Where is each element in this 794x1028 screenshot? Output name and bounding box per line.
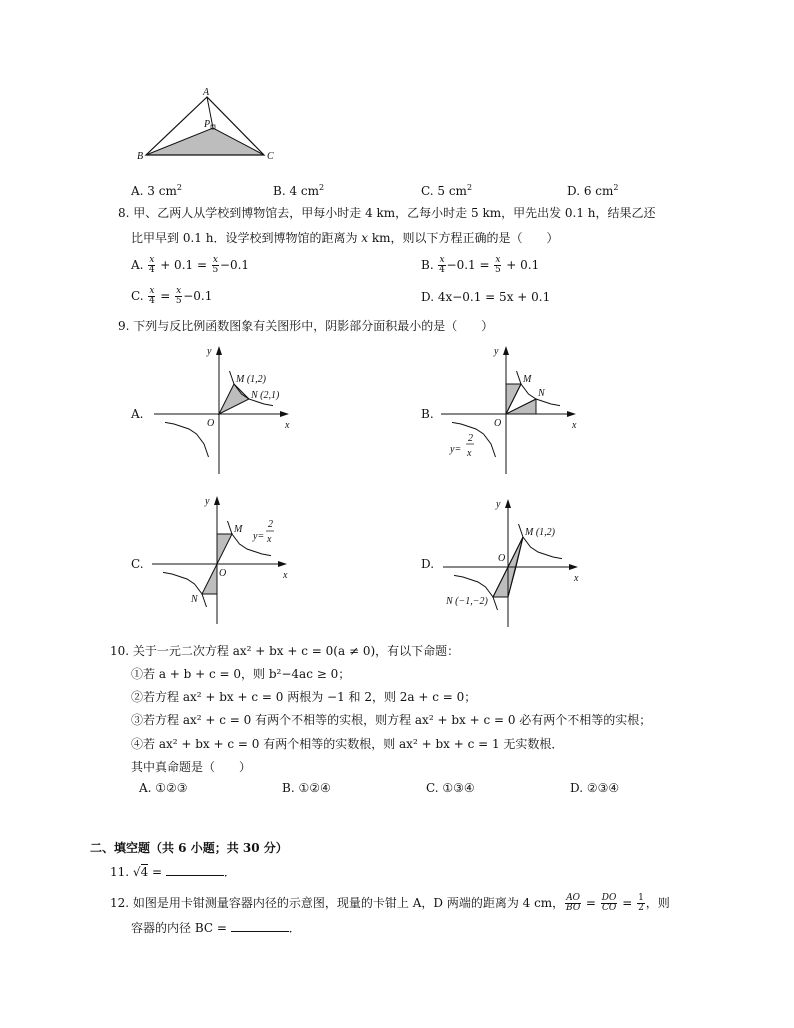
q8-option-a[interactable]: A. $\frac{x}{4}$ + 0.1 = $\frac{x}{5}$ −0.1 bbox=[131, 255, 250, 275]
q7-option-b[interactable]: B. 4 $cm^2$ bbox=[273, 183, 325, 198]
shaded-triangle-pbc bbox=[146, 128, 264, 155]
label-p: P bbox=[204, 119, 211, 130]
svg-text:O: O bbox=[494, 418, 502, 429]
graph-d bbox=[438, 497, 578, 632]
q8-stem-line2: 比甲早到 0.1 h．设学校到博物馆的距离为 x km，则以下方程正确的是（ ） bbox=[131, 231, 559, 245]
q10-item-1: ①若 a + b + c = 0，则 b²−4ac ≥ 0； bbox=[131, 667, 351, 681]
svg-text:2: 2 bbox=[268, 519, 273, 530]
q12-line1: 12. 如图是用卡钳测量容器内径的示意图，现量的卡钳上 A，D 两端的距离为 4 cm， $\frac{AO}{BO}$ = $\frac{DO}{CO}$ = $\frac{1}{2}$ ，则 bbox=[110, 893, 670, 913]
svg-text:M: M bbox=[523, 374, 532, 385]
y-axis-arrow-icon bbox=[505, 499, 511, 508]
q7-option-c[interactable]: C. 5 $cm^2$ bbox=[421, 183, 473, 198]
q7-option-a[interactable]: A. 3 $cm^2$ bbox=[131, 183, 182, 198]
svg-text:x: x bbox=[283, 570, 288, 581]
q8-option-c[interactable]: C. $\frac{x}{4}$ = $\frac{x}{5}$ −0.1 bbox=[131, 286, 213, 306]
svg-text:N: N bbox=[538, 388, 545, 399]
q9-stem: 9. 下列与反比例函数图象有关图形中，阴影部分面积最小的是（ ） bbox=[118, 319, 494, 333]
svg-text:M (1,2): M (1,2) bbox=[525, 527, 555, 538]
q9-option-a-label[interactable]: A. bbox=[131, 407, 144, 421]
svg-text:M (1,2): M (1,2) bbox=[236, 374, 266, 385]
svg-text:2: 2 bbox=[468, 433, 473, 444]
q10-stem: 10. 关于一元二次方程 ax² + bx + c = 0(a ≠ 0)，有以下命题： bbox=[110, 644, 460, 658]
svg-text:O: O bbox=[207, 418, 215, 429]
q10-question: 其中真命题是（ ） bbox=[131, 760, 252, 774]
graph-b bbox=[436, 344, 576, 479]
q10-item-4: ④若 ax² + bx + c = 0 有两个相等的实数根，则 ax² + bx + c = 1 无实数根． bbox=[131, 737, 564, 751]
svg-text:y: y bbox=[205, 496, 210, 507]
q10-option-a[interactable]: A. ①②③ bbox=[139, 781, 188, 795]
svg-text:O: O bbox=[498, 553, 506, 564]
svg-text:x: x bbox=[572, 420, 577, 431]
svg-text:y=: y= bbox=[450, 444, 462, 455]
hyperbola-branch-3 bbox=[163, 572, 207, 607]
label-a: A bbox=[203, 87, 210, 98]
section-title: 二、填空题（共 6 小题；共 30 分） bbox=[90, 841, 288, 855]
q10-option-c[interactable]: C. ①③④ bbox=[426, 781, 475, 795]
q9-option-c-label[interactable]: C. bbox=[131, 557, 144, 571]
svg-text:x: x bbox=[285, 420, 290, 431]
q8-option-d[interactable]: D. 4x−0.1 = 5x + 0.1 bbox=[421, 290, 551, 304]
q10-option-d[interactable]: D. ②③④ bbox=[570, 781, 620, 795]
q9-option-d-label[interactable]: D. bbox=[421, 557, 435, 571]
q7-option-d[interactable]: D. 6 $cm^2$ bbox=[567, 183, 619, 198]
shaded-triangle-n bbox=[493, 567, 516, 597]
q10-option-b[interactable]: B. ①②④ bbox=[282, 781, 331, 795]
y-axis-arrow-icon bbox=[503, 346, 509, 355]
svg-text:M: M bbox=[234, 524, 243, 535]
svg-text:y: y bbox=[494, 346, 499, 357]
x-axis-arrow-icon bbox=[280, 411, 289, 417]
graph-c bbox=[147, 494, 287, 629]
label-c: C bbox=[267, 151, 274, 162]
svg-text:N (2,1): N (2,1) bbox=[251, 390, 280, 401]
x-axis-arrow-icon bbox=[567, 411, 576, 417]
answer-blank[interactable] bbox=[231, 920, 289, 932]
y-axis-arrow-icon bbox=[214, 496, 220, 505]
x-axis-arrow-icon bbox=[278, 561, 287, 567]
triangle-figure bbox=[0, 0, 794, 200]
q8-stem-line1: 8. 甲、乙两人从学校到博物馆去，甲每小时走 4 km，乙每小时走 5 km，甲先出发 0.1 h，结果乙还 bbox=[118, 206, 656, 220]
svg-text:x: x bbox=[574, 573, 579, 584]
shaded-triangle-n bbox=[202, 564, 217, 594]
shaded-triangle-m bbox=[217, 534, 232, 564]
q10-item-3: ③若方程 ax² + c = 0 有两个不相等的实根，则方程 ax² + bx + c = 0 必有两个不相等的实根； bbox=[131, 713, 652, 727]
q11: 11. √4 = ． bbox=[110, 865, 236, 879]
answer-blank[interactable] bbox=[166, 864, 224, 876]
svg-text:N (−1,−2): N (−1,−2) bbox=[446, 596, 488, 607]
q9-option-b-label[interactable]: B. bbox=[421, 407, 434, 421]
svg-text:O: O bbox=[219, 568, 227, 579]
y-axis-arrow-icon bbox=[216, 346, 222, 355]
svg-text:y: y bbox=[496, 499, 501, 510]
graph-a bbox=[149, 344, 289, 479]
q12-line2: 容器的内径 BC = ． bbox=[131, 921, 301, 935]
svg-text:y: y bbox=[207, 346, 212, 357]
hyperbola-branch-3 bbox=[165, 422, 209, 457]
svg-text:N: N bbox=[191, 594, 198, 605]
svg-text:x: x bbox=[267, 534, 272, 545]
x-axis-arrow-icon bbox=[569, 564, 578, 570]
svg-text:y=: y= bbox=[253, 531, 265, 542]
q8-option-b[interactable]: B. $\frac{x}{4}$ −0.1 = $\frac{x}{5}$ + 0.1 bbox=[421, 255, 540, 275]
shaded-triangle-omn bbox=[219, 384, 249, 414]
q10-item-2: ②若方程 ax² + bx + c = 0 两根为 −1 和 2，则 2a + c = 0； bbox=[131, 690, 477, 704]
label-b: B bbox=[137, 151, 144, 162]
svg-text:x: x bbox=[467, 448, 472, 459]
